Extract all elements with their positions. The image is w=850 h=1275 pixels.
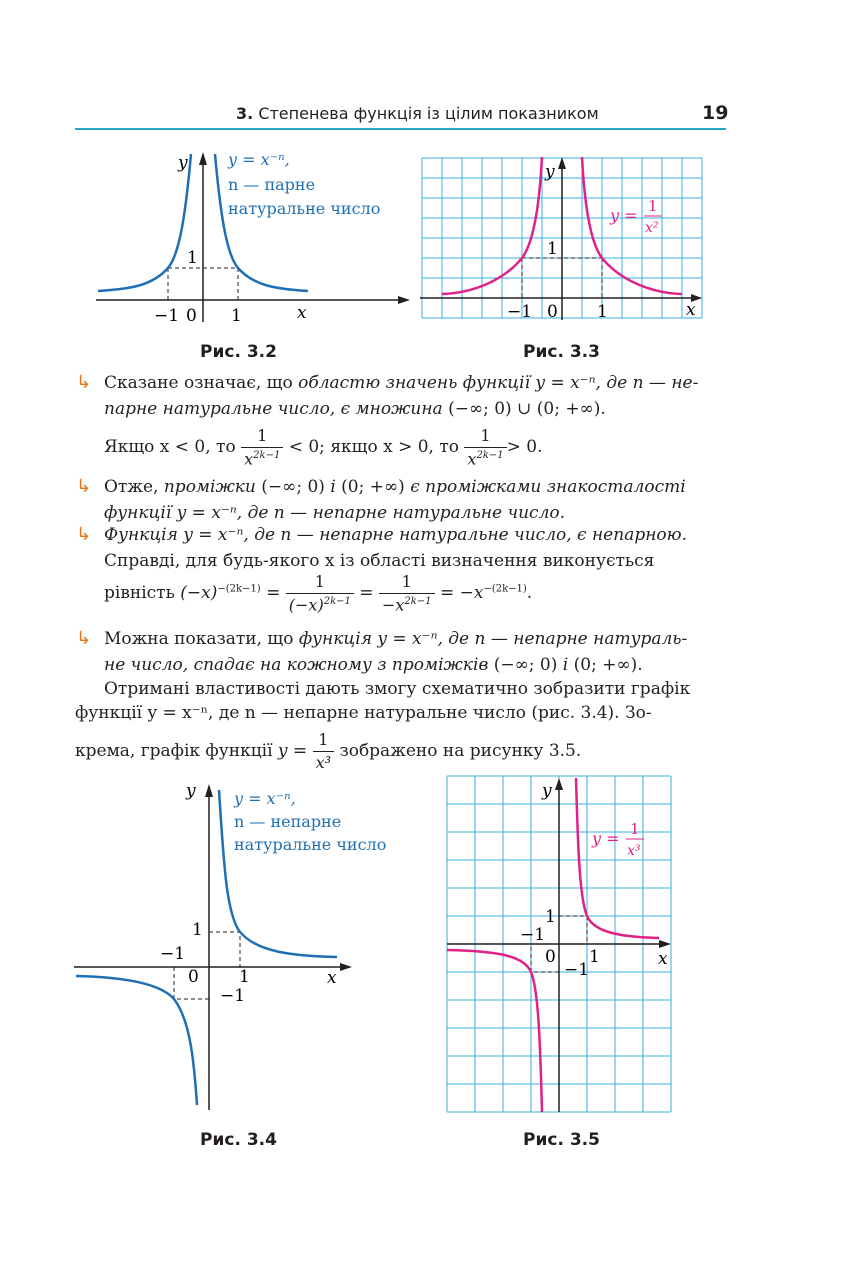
tick-one-x: 1: [597, 302, 608, 322]
tick-neg-one-y: −1: [564, 960, 590, 980]
desc-line-2: натуральне число: [228, 199, 381, 218]
bullet-arrow-icon: ↳: [76, 628, 92, 649]
p2-end: > 0.: [506, 437, 543, 458]
x-axis-label: x: [686, 300, 696, 320]
y-axis-label: y: [542, 781, 552, 801]
p1-set: (−∞; 0) ∪ (0; +∞).: [442, 399, 606, 419]
curve-positive: [576, 778, 659, 938]
header-rule: [75, 128, 726, 130]
caption-fig-3-2: Рис. 3.2: [200, 342, 277, 362]
x-arrow-icon: [398, 296, 410, 304]
desc-line-1: n — непарне: [234, 812, 342, 831]
tick-neg-one-x: −1: [520, 925, 546, 945]
figure-3-2: [90, 150, 420, 330]
tick-one-y: 1: [187, 248, 198, 268]
bullet-arrow-icon: ↳: [76, 476, 92, 497]
p1-text: Сказане означає, що: [104, 373, 299, 393]
x-axis-label: x: [658, 949, 668, 969]
fraction-5: $\frac{1}{\text{x³}}$: [313, 732, 334, 771]
p2-text-2: < 0; якщо x > 0, то: [288, 437, 460, 458]
function-label-den: x²: [645, 220, 659, 236]
bullet-arrow-icon: ↳: [76, 524, 92, 545]
paragraph-3: Отже, проміжки (−∞; 0) і (0; +∞) є проміжками знакосталості функції y = x⁻ⁿ, де n — непарне натуральне число.: [104, 477, 686, 523]
y-axis-label: y: [545, 162, 555, 182]
curve-negative: [76, 976, 197, 1105]
y-arrow-icon: [199, 152, 207, 165]
x-axis-label: x: [297, 303, 307, 323]
figure-3-3: [420, 155, 705, 323]
caption-fig-3-3: Рис. 3.3: [523, 342, 600, 362]
figure-3-4: [72, 780, 412, 1115]
p1-italic: областю значень функції y = x⁻ⁿ, де n — не-: [298, 373, 699, 393]
paragraph-5: Можна показати, що функція y = x⁻ⁿ, де n — непарне натураль- не число, спадає на кожному з проміжків (−∞; 0) і (0; +∞).: [104, 629, 688, 675]
caption-fig-3-4: Рис. 3.4: [200, 1130, 277, 1150]
fraction-1: $\frac{1}{x^{2k-1}}$: [241, 428, 283, 467]
desc-line-2: натуральне число: [234, 835, 387, 854]
fraction-2: $\frac{1}{x^{2k-1}}$: [464, 428, 506, 467]
formula-label: y = x⁻ⁿ,: [234, 789, 296, 808]
formula-label: y = x⁻ⁿ,: [228, 150, 290, 169]
fraction-3: $\frac{1}{(-x)^{2k-1}}$: [286, 574, 354, 613]
tick-one-x: 1: [589, 947, 600, 967]
paragraph-2: [104, 428, 543, 467]
bullet-arrow-icon: ↳: [76, 372, 92, 393]
paragraph-1: [104, 370, 729, 422]
function-label-lhs: y =: [592, 829, 620, 848]
x-arrow-icon: [340, 963, 352, 971]
paragraph-6-line-3: крема, графік функції y = $\frac{1}{\text{x³}}$ зображено на рисунку 3.5.: [75, 730, 582, 772]
figure-3-5: [444, 774, 676, 1116]
tick-one-y: 1: [547, 239, 558, 259]
paragraph-4: Функція y = x⁻ⁿ, де n — непарне натуральне число, є непарною. Справді, для будь-якого x із області визначення виконується: [104, 525, 688, 571]
page-number: 19: [702, 102, 729, 124]
y-axis-label: y: [178, 153, 188, 173]
function-label-num: 1: [648, 197, 658, 215]
tick-neg-one: −1: [154, 306, 180, 326]
function-label-num: 1: [630, 820, 640, 838]
y-arrow-icon: [555, 778, 563, 790]
tick-one-x: 1: [239, 967, 250, 987]
tick-neg-one-x: −1: [160, 944, 186, 964]
curve-negative: [447, 950, 542, 1112]
curve-left: [98, 154, 191, 291]
paragraph-6-line-2: функції y = x⁻ⁿ, де n — непарне натуральне число (рис. 3.4). Зо-: [75, 703, 652, 723]
p2-text: Якщо x < 0, то: [104, 437, 236, 458]
caption-fig-3-5: Рис. 3.5: [523, 1130, 600, 1150]
tick-one-y: 1: [192, 920, 203, 940]
p1-italic-2: парне натуральне число, є множина: [104, 399, 443, 419]
equation-oddness: рівність $(-x)^{-(2k-1)}$ = $\frac{1}{(-x)^{2k-1}}$ = $\frac{1}{-x^{2k-1}}$ = $-x^{-(2k-1)}$.: [104, 572, 533, 615]
tick-zero: 0: [547, 302, 558, 322]
desc-line-1: n — парне: [228, 175, 316, 194]
tick-zero: 0: [186, 306, 197, 326]
chapter-title: Степенева функція із цілим показником: [258, 104, 599, 123]
function-label-den: x³: [627, 843, 641, 859]
tick-zero: 0: [188, 967, 199, 987]
y-arrow-icon: [558, 157, 566, 169]
function-label-lhs: y =: [610, 206, 638, 225]
tick-neg-one-y: −1: [220, 986, 246, 1006]
x-arrow-icon: [659, 940, 671, 948]
fraction-4: $\frac{1}{-x^{2k-1}}$: [379, 574, 435, 613]
chapter-number: 3.: [236, 104, 254, 123]
x-axis-label: x: [327, 968, 337, 988]
y-axis-label: y: [186, 781, 196, 801]
paragraph-6-line-1: Отримані властивості дають змогу схематично зобразити графік: [104, 679, 691, 699]
tick-zero: 0: [545, 947, 556, 967]
tick-one-y: 1: [545, 907, 556, 927]
tick-one-x: 1: [231, 306, 242, 326]
tick-neg-one: −1: [507, 302, 533, 322]
y-arrow-icon: [205, 784, 213, 797]
running-header: [236, 104, 599, 123]
